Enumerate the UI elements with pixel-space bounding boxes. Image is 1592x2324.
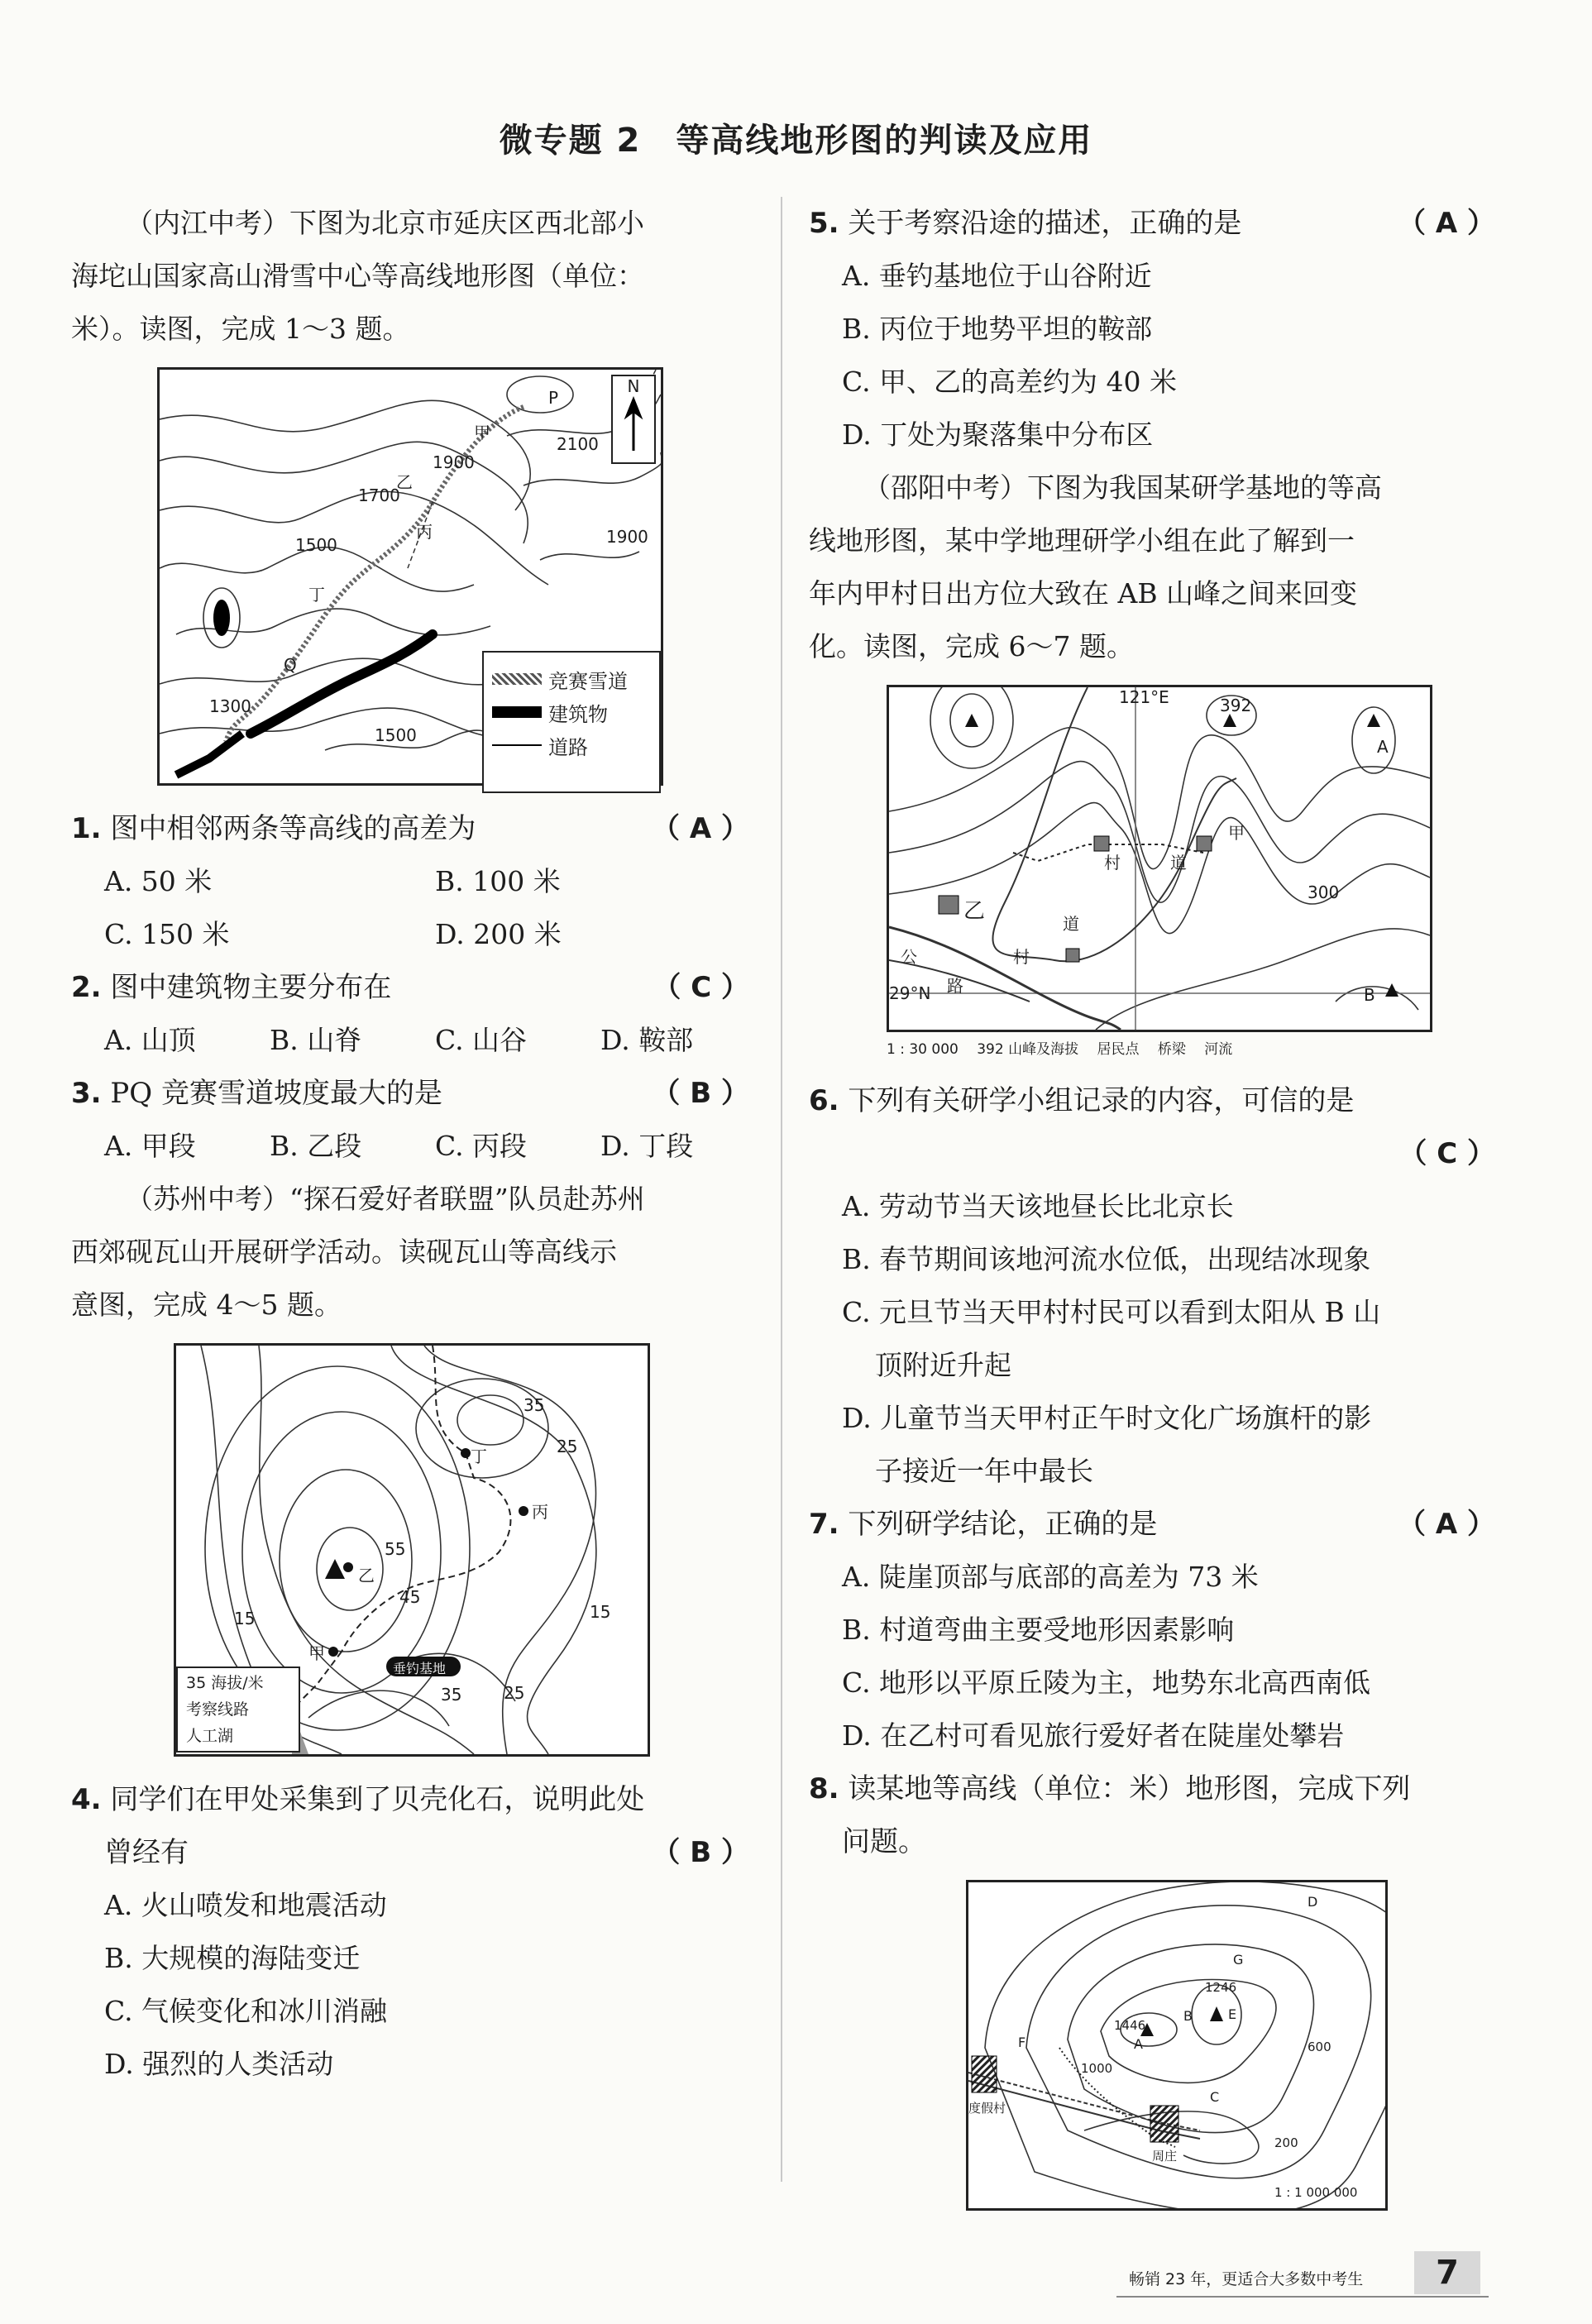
question-7: 7. 下列研学结论，正确的是 （ A ） (809, 1498, 1495, 1551)
map-4-label-scale: 1 : 1 000 000 (1274, 2185, 1358, 2200)
map-3-legend: 1 : 30 000 392 山峰及海拔 居民点 桥梁 河流 (887, 1041, 1233, 1058)
map-3 (887, 685, 1432, 1032)
answer-3: （ B ） (652, 1077, 749, 1110)
map-3-figure (887, 685, 1432, 1058)
map-3-label-dao2: 道 (1063, 914, 1079, 934)
map-1-label-q: Q (284, 655, 297, 675)
map-1-label-1500a: 1500 (295, 535, 337, 555)
question-8: 8. 读某地等高线（单位：米）地形图，完成下列 (809, 1772, 1411, 1805)
answer-4: （ B ） (652, 1836, 749, 1869)
map-1-label-1700: 1700 (358, 485, 400, 505)
map-2-label-jia: 甲 (308, 1643, 325, 1663)
intro-3-line-3: 年内甲村日出方位大致在 AB 山峰之间来回变 (809, 577, 1358, 610)
answer-5: （ A ） (1398, 207, 1495, 240)
q1-option-b[interactable]: B. 100 米 (435, 865, 561, 897)
answer-2: （ C ） (653, 971, 749, 1004)
q5-option-c[interactable]: C. 甲、乙的高差约为 40 米 (842, 366, 1178, 398)
intro-2-line-3: 意图，完成 4～5 题。 (71, 1289, 342, 1321)
intro-3-line-4: 化。读图，完成 6～7 题。 (809, 630, 1134, 662)
map-1-label-1900b: 1900 (606, 527, 648, 547)
q5-option-b[interactable]: B. 丙位于地势平坦的鞍部 (842, 313, 1153, 345)
q3-option-c[interactable]: C. 丙段 (435, 1130, 528, 1162)
map-1-label-1900a: 1900 (433, 452, 475, 472)
map-2-legend (176, 1666, 300, 1753)
right-column (809, 197, 1495, 2227)
map-4-label-d: D (1308, 1894, 1318, 1910)
q6-option-d[interactable]: D. 儿童节当天甲村正午时文化广场旗杆的影 子接近一年中最长 (842, 1402, 1372, 1487)
question-1-options (71, 855, 749, 961)
map-2-label-25a: 25 (557, 1437, 578, 1456)
map-1-label-bing: 丙 (416, 522, 433, 542)
question-8-cont: 问题。 (842, 1825, 926, 1858)
map-4-label-e: E (1228, 2006, 1237, 2022)
map-4-label-g: G (1233, 1952, 1244, 1968)
q4-option-a[interactable]: A. 火山喷发和地震活动 (104, 1889, 387, 1921)
map-2-label-15a: 15 (234, 1609, 256, 1628)
intro-1-line-2: 海坨山国家高山滑雪中心等高线地形图（单位： (71, 260, 644, 292)
footer-note: 畅销 23 年，更适合大多数中考生 (1129, 2270, 1364, 2288)
map-2-label-35b: 35 (441, 1685, 462, 1705)
intro-3-line-1: （邵阳中考）下图为我国某研学基地的等高 (863, 471, 1382, 504)
map-4-label-1246: 1246 (1205, 1980, 1237, 1995)
question-3: 3. PQ 竞赛雪道坡度最大的是 （ B ） (71, 1067, 749, 1120)
legend-route: 考察线路 (186, 1700, 250, 1719)
q4-option-d[interactable]: D. 强烈的人类活动 (104, 2048, 334, 2080)
left-column (71, 197, 749, 2091)
q3-option-a[interactable]: A. 甲段 (104, 1130, 196, 1162)
question-4-cont: 曾经有 （ B ） (71, 1826, 749, 1879)
q6-option-c[interactable]: C. 元旦节当天甲村村民可以看到太阳从 B 山 顶附近升起 (842, 1296, 1381, 1381)
q3-option-b[interactable]: B. 乙段 (270, 1130, 362, 1162)
map-2-label-fishing: 垂钓基地 (393, 1661, 447, 1676)
question-6: 6. 下列有关研学小组记录的内容，可信的是 （ C ） (809, 1074, 1495, 1180)
map-2-label-bing: 丙 (532, 1502, 548, 1522)
question-2-options (71, 1014, 749, 1067)
map-3-label-lu: 路 (947, 976, 963, 996)
q4-option-b[interactable]: B. 大规模的海陆变迁 (104, 1942, 361, 1974)
q6-option-b[interactable]: B. 春节期间该地河流水位低，出现结冰现象 (842, 1243, 1371, 1275)
legend-snow-track: 竞赛雪道 (484, 662, 659, 696)
intro-2-line-1: （苏州中考）“探石爱好者联盟”队员赴苏州 (126, 1183, 645, 1215)
legend-elevation: 35 海拔/米 (186, 1673, 264, 1692)
map-3-label-cun2: 村 (1013, 947, 1030, 967)
map-4-label-resort: 度假村 (968, 2101, 1006, 2116)
map-3-label-cun1: 村 (1104, 853, 1121, 873)
map-3-label-300: 300 (1308, 882, 1340, 902)
map-1-legend (482, 651, 661, 793)
legend-lake: 人工湖 (186, 1726, 234, 1745)
answer-1: （ A ） (652, 812, 749, 845)
map-4-label-b: B (1183, 2008, 1193, 2024)
map-3-contours (889, 687, 1430, 1030)
map-3-label-121e: 121°E (1119, 687, 1169, 707)
question-3-options (71, 1120, 749, 1173)
q5-option-a[interactable]: A. 垂钓基地位于山谷附近 (842, 260, 1152, 292)
map-2 (174, 1343, 650, 1757)
map-3-label-yi: 乙 (963, 899, 986, 924)
intro-1-line-3: 米）。读图，完成 1～3 题。 (71, 313, 410, 345)
question-1: 1. 图中相邻两条等高线的高差为 （ A ） (71, 802, 749, 855)
map-1-figure (157, 367, 663, 786)
q4-option-c[interactable]: C. 气候变化和冰川消融 (104, 1995, 388, 2027)
map-4-label-zhouzhuang: 周庄 (1152, 2149, 1178, 2164)
map-1-label-1500b: 1500 (375, 725, 417, 745)
map-1-label-jia: 甲 (474, 423, 490, 442)
column-divider (781, 197, 782, 2182)
question-5: 5. 关于考察沿途的描述，正确的是 （ A ） (809, 197, 1495, 250)
map-4-label-1000: 1000 (1081, 2061, 1113, 2076)
q1-option-a[interactable]: A. 50 米 (104, 865, 213, 897)
map-3-label-392: 392 (1220, 696, 1252, 715)
q2-option-a[interactable]: A. 山顶 (104, 1024, 196, 1056)
page-number: 7 (1414, 2251, 1480, 2294)
map-1-label-2100: 2100 (557, 434, 599, 454)
q5-option-d[interactable]: D. 丁处为聚落集中分布区 (842, 418, 1154, 451)
q7-option-d[interactable]: D. 在乙村可看见旅行爱好者在陡崖处攀岩 (842, 1719, 1345, 1752)
question-4: 4. 同学们在甲处采集到了贝壳化石，说明此处 (71, 1783, 645, 1816)
map-2-label-55: 55 (385, 1539, 406, 1559)
map-3-label-b: B (1364, 985, 1375, 1005)
q7-option-c[interactable]: C. 地形以平原丘陵为主，地势东北高西南低 (842, 1666, 1371, 1699)
legend-building: 建筑物 (484, 696, 659, 729)
question-2: 2. 图中建筑物主要分布在 （ C ） (71, 961, 749, 1014)
q7-option-a[interactable]: A. 陡崖顶部与底部的高差为 73 米 (842, 1561, 1259, 1593)
page-title: 微专题 2 等高线地形图的判读及应用 (499, 122, 1093, 160)
north-arrow: N (611, 375, 656, 464)
map-2-label-35a: 35 (523, 1395, 545, 1415)
map-4-label-600: 600 (1308, 2039, 1331, 2054)
map-4-label-f: F (1018, 2035, 1026, 2050)
q6-option-a[interactable]: A. 劳动节当天该地昼长比北京长 (842, 1190, 1234, 1222)
map-2-label-15b: 15 (590, 1602, 611, 1622)
map-1-label-1300: 1300 (209, 696, 251, 716)
map-1-label-yi: 乙 (396, 472, 413, 492)
intro-2-line-2: 西郊砚瓦山开展研学活动。读砚瓦山等高线示 (71, 1236, 617, 1268)
map-1 (157, 367, 663, 786)
map-4 (966, 1880, 1388, 2211)
map-1-label-p: P (548, 388, 559, 408)
map-3-label-dao1: 道 (1170, 853, 1187, 873)
map-2-label-yi: 乙 (358, 1566, 375, 1585)
legend-road: 道路 (484, 729, 659, 762)
q1-option-c[interactable]: C. 150 米 (104, 918, 230, 950)
map-4-label-c: C (1210, 2089, 1220, 2105)
map-4-label-a: A (1134, 2036, 1143, 2052)
map-2-label-45: 45 (399, 1587, 421, 1607)
answer-6: （ C ） (1398, 1137, 1495, 1170)
north-arrow-icon (613, 396, 654, 454)
map-3-label-29n: 29°N (889, 983, 931, 1003)
footer-line (1116, 2296, 1489, 2298)
map-4-label-1446: 1446 (1114, 2018, 1146, 2033)
q1-option-d[interactable]: D. 200 米 (435, 918, 562, 950)
intro-1-line-1: （内江中考）下图为北京市延庆区西北部小 (126, 207, 644, 239)
map-3-label-a: A (1377, 737, 1389, 757)
q7-option-b[interactable]: B. 村道弯曲主要受地形因素影响 (842, 1614, 1235, 1646)
intro-3-line-2: 线地形图，某中学地理研学小组在此了解到一 (809, 524, 1355, 557)
map-1-label-ding: 丁 (308, 585, 325, 605)
map-4-label-200: 200 (1274, 2135, 1298, 2150)
map-4-figure (966, 1880, 1388, 2211)
map-3-label-gong: 公 (901, 947, 917, 967)
q2-option-c[interactable]: C. 山谷 (435, 1024, 528, 1056)
map-2-label-ding: 丁 (471, 1447, 487, 1466)
map-2-label-25b: 25 (504, 1683, 525, 1703)
map-3-label-jia: 甲 (1228, 823, 1245, 843)
q2-option-d[interactable]: D. 鞍部 (600, 1024, 694, 1056)
map-2-figure (174, 1343, 650, 1757)
answer-7: （ A ） (1398, 1508, 1495, 1541)
q3-option-d[interactable]: D. 丁段 (600, 1130, 694, 1162)
q2-option-b[interactable]: B. 山脊 (270, 1024, 362, 1056)
